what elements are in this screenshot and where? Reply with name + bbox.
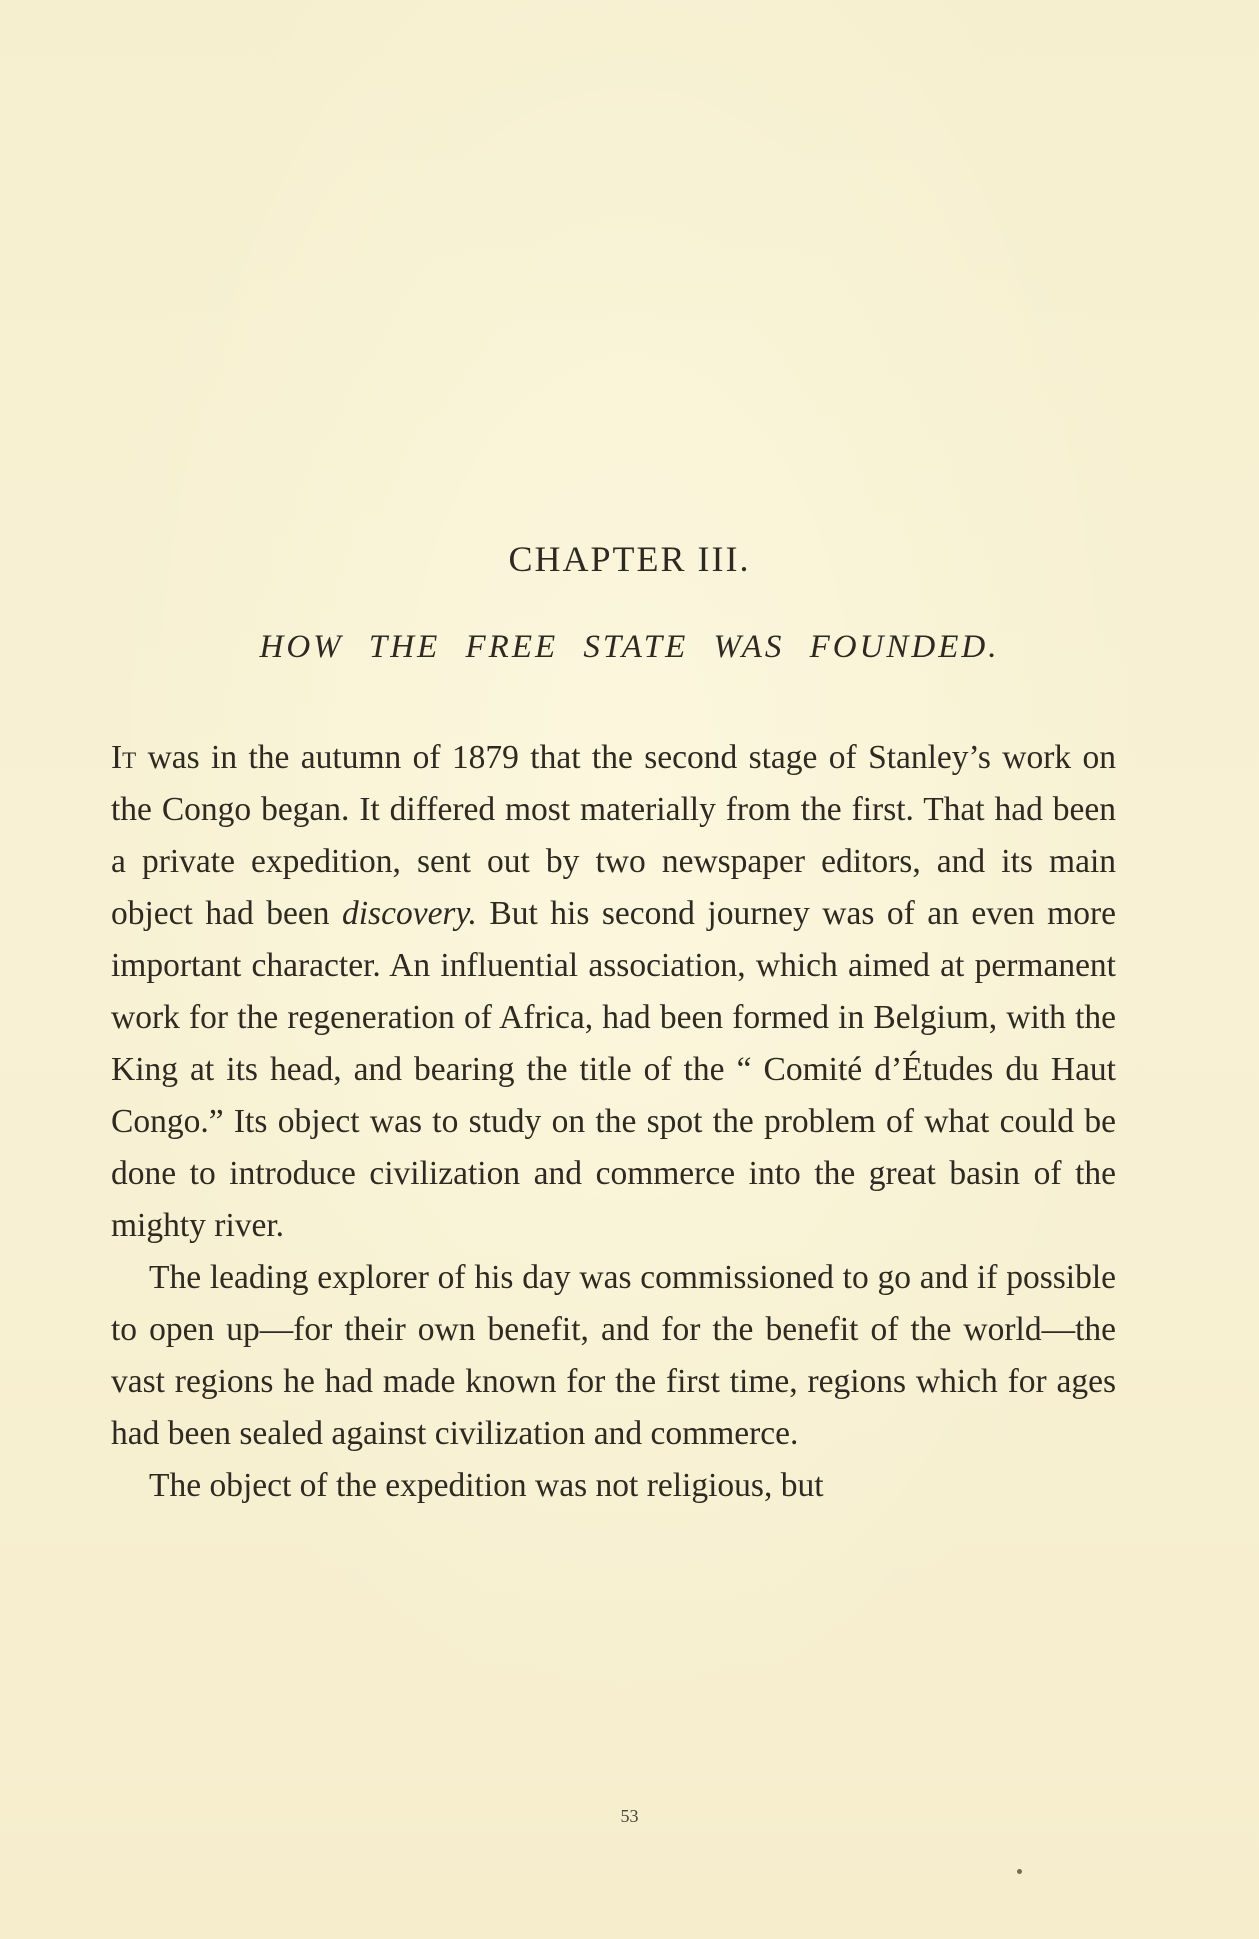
page-number: 53 bbox=[620, 1806, 639, 1826]
paragraph-1-lead: It bbox=[111, 739, 137, 776]
paragraph-1-emphasis: discovery. bbox=[341, 895, 477, 932]
chapter-heading: CHAPTER III. bbox=[508, 539, 751, 579]
paragraph-1-text-a: was in the autumn of 1879 that the second stage of Stanley’s work on the Congo began. It differed most materially from the first. That had been a private expedition, sent out by two newspaper editors, and its main object had been bbox=[111, 739, 1116, 932]
ink-speck bbox=[1017, 1869, 1022, 1874]
paragraph-3: The object of the expedition was not religious, but bbox=[149, 1467, 824, 1504]
paragraph-2: The leading explorer of his day was commissioned to go and if possible to open up—for their own benefit, and for the benefit of the world—the vast regions he had made known for the first time, regions which for ages had been sealed against civilization and commerce. bbox=[111, 1259, 1116, 1452]
paragraph-1 bbox=[111, 732, 1116, 1252]
body-text bbox=[111, 732, 1116, 1512]
paragraph-1-text-b: But his second journey was of an even more important character. An influential association, which aimed at permanent work for the regeneration of Africa, had been formed in Belgium, with the King at its head, and bearing the title of the “ Comité d’Études du Haut Congo.” Its object was to study on the spot the problem of what could be done to introduce civilization and commerce into the great basin of the mighty river. bbox=[111, 895, 1116, 1244]
chapter-subtitle: HOW THE FREE STATE WAS FOUNDED. bbox=[259, 629, 1000, 665]
